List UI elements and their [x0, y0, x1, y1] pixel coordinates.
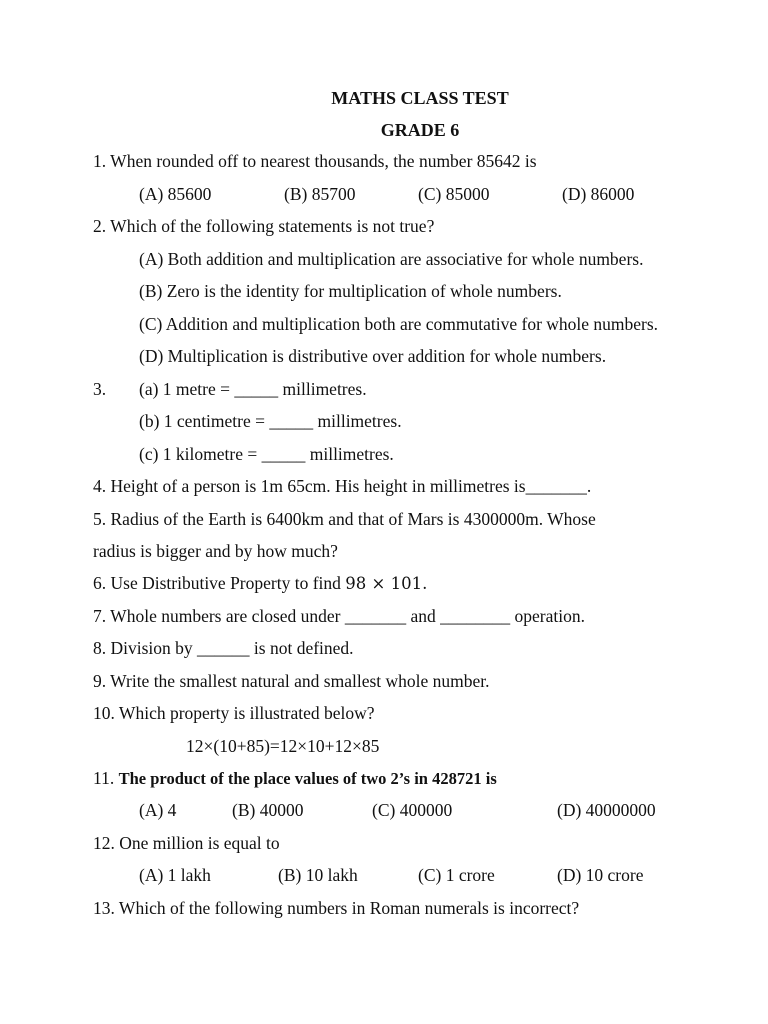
- question-9: 9. Write the smallest natural and smallest whole number.: [93, 671, 490, 691]
- page-title: MATHS CLASS TEST: [331, 88, 509, 108]
- q11-option-d: (D) 40000000: [557, 800, 656, 820]
- question-6-text: 6. Use Distributive Property to find: [93, 573, 346, 593]
- question-1: 1. When rounded off to nearest thousands, the number 85642 is: [93, 151, 537, 171]
- question-11-number: 11.: [93, 768, 119, 788]
- q10-expression: 12×(10+85)=12×10+12×85: [186, 736, 380, 756]
- question-6-math: 98 × 101.: [345, 574, 428, 593]
- q12-option-a: (A) 1 lakh: [139, 865, 211, 885]
- question-2: 2. Which of the following statements is not true?: [93, 216, 435, 236]
- q1-option-a: (A) 85600: [139, 184, 212, 204]
- question-11-text: The product of the place values of two 2’s in 428721 is: [118, 769, 497, 788]
- question-10: 10. Which property is illustrated below?: [93, 703, 375, 723]
- q2-option-d: (D) Multiplication is distributive over addition for whole numbers.: [139, 346, 607, 366]
- q2-option-c: (C) Addition and multiplication both are commutative for whole numbers.: [139, 314, 659, 334]
- question-3-number: 3.: [93, 379, 107, 399]
- q12-option-c: (C) 1 crore: [418, 865, 495, 885]
- q1-option-d: (D) 86000: [562, 184, 635, 204]
- q11-option-a: (A) 4: [139, 800, 177, 820]
- q11-option-c: (C) 400000: [372, 800, 453, 820]
- q2-option-b: (B) Zero is the identity for multiplication of whole numbers.: [139, 281, 562, 301]
- question-6: [93, 575, 427, 593]
- q3-part-c: (c) 1 kilometre = _____ millimetres.: [139, 444, 394, 464]
- q3-part-b: (b) 1 centimetre = _____ millimetres.: [139, 411, 402, 431]
- question-8: 8. Division by ______ is not defined.: [93, 638, 354, 658]
- q2-option-a: (A) Both addition and multiplication are associative for whole numbers.: [139, 249, 644, 269]
- q11-option-b: (B) 40000: [232, 800, 304, 820]
- q3-part-a: (a) 1 metre = _____ millimetres.: [139, 379, 367, 399]
- question-4: 4. Height of a person is 1m 65cm. His height in millimetres is_______.: [93, 476, 592, 496]
- question-12: 12. One million is equal to: [93, 833, 280, 853]
- question-5-line-2: radius is bigger and by how much?: [93, 541, 338, 561]
- q12-option-d: (D) 10 crore: [557, 865, 644, 885]
- question-7: 7. Whole numbers are closed under _______ and ________ operation.: [93, 606, 585, 626]
- page-subtitle: GRADE 6: [380, 120, 460, 140]
- q1-option-b: (B) 85700: [284, 184, 356, 204]
- q12-option-b: (B) 10 lakh: [278, 865, 358, 885]
- question-11: [93, 770, 497, 788]
- question-13: 13. Which of the following numbers in Roman numerals is incorrect?: [93, 898, 580, 918]
- q1-option-c: (C) 85000: [418, 184, 490, 204]
- question-5-line-1: 5. Radius of the Earth is 6400km and that of Mars is 4300000m. Whose: [93, 509, 596, 529]
